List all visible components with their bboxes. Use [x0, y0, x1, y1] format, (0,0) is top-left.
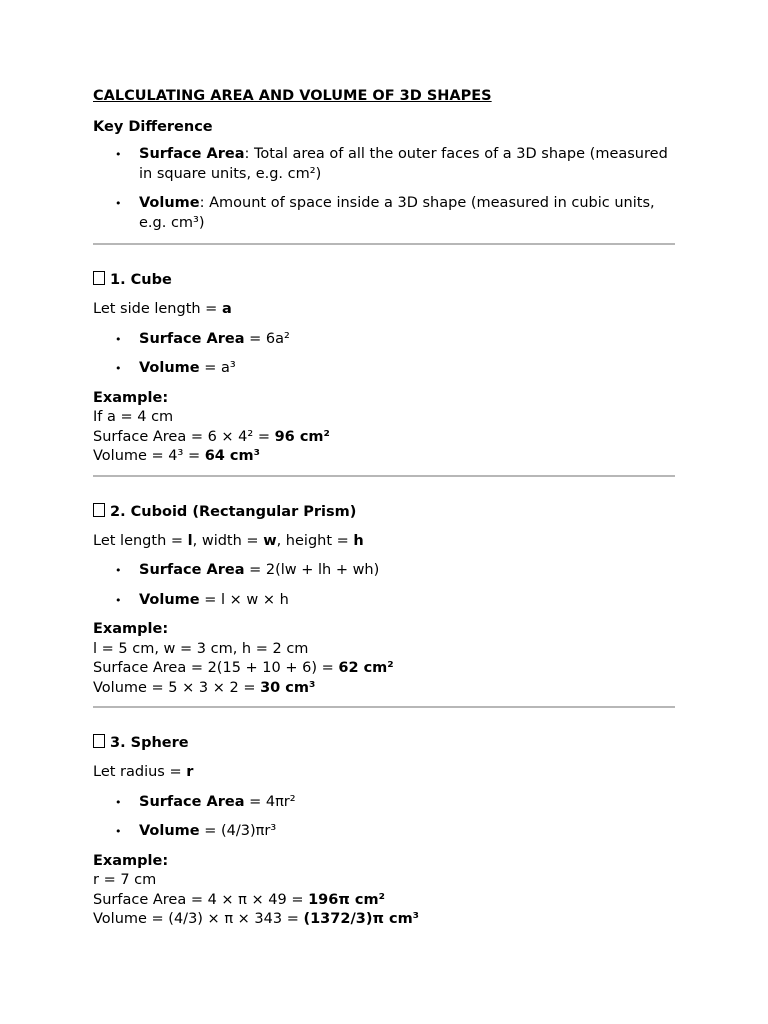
example-line — [93, 408, 675, 428]
example-result: 64 cm³ — [204, 448, 260, 464]
list-item — [139, 194, 675, 233]
example-result: 196π cm² — [308, 891, 385, 908]
checkbox-icon — [93, 734, 105, 748]
list-item — [139, 591, 675, 611]
formula-term: Volume — [139, 360, 200, 376]
variable-definition — [93, 532, 675, 552]
example-line — [93, 871, 675, 891]
formula-term: Volume — [139, 591, 200, 608]
list-item — [139, 145, 675, 184]
section-divider — [93, 475, 675, 477]
example-text: Surface Area = 4 × π × 49 = — [93, 891, 309, 908]
section-heading — [93, 734, 675, 753]
example-block — [93, 852, 675, 930]
sections-container — [93, 243, 675, 930]
example-line — [93, 447, 675, 467]
formula-list — [93, 330, 675, 379]
checkbox-icon — [93, 503, 105, 517]
variable-part: w — [263, 532, 277, 549]
formula-term: Surface Area — [139, 330, 245, 347]
example-line — [93, 659, 675, 679]
section-heading-text: 1. Cube — [110, 272, 172, 288]
list-item — [139, 793, 675, 813]
formula-term: Surface Area — [139, 793, 245, 810]
definition: : Amount of space inside a 3D shape (measured in cubic units, e.g. cm³) — [139, 195, 655, 231]
formula-text: = l × w × h — [199, 591, 289, 608]
section-divider — [93, 243, 675, 245]
example-text: Surface Area = 2(15 + 10 + 6) = — [93, 660, 339, 676]
example-text: Volume = 5 × 3 × 2 = — [93, 679, 261, 696]
formula-text: = 2(lw + lh + wh) — [244, 562, 380, 578]
variable-definition — [93, 300, 675, 320]
formula-text: = (4/3)πr³ — [199, 823, 277, 839]
formula-term: Volume — [139, 823, 200, 839]
key-difference-heading: Key Difference — [93, 119, 213, 135]
variable-prefix: Let side length = — [93, 301, 222, 317]
variable-prefix: Let radius = — [93, 764, 187, 780]
definition: : Total area of all the outer faces of a 3D shape (measured in square units, e.g. cm²) — [139, 146, 668, 182]
section-divider — [93, 706, 675, 708]
variable-part: r — [186, 764, 194, 780]
list-item — [139, 561, 675, 581]
example-text: l = 5 cm, w = 3 cm, h = 2 cm — [93, 640, 309, 657]
example-text: Surface Area = 6 × 4² = — [93, 428, 275, 445]
page-title: CALCULATING AREA AND VOLUME OF 3D SHAPES — [93, 88, 492, 104]
example-result: 30 cm³ — [260, 679, 316, 696]
example-line — [93, 910, 675, 930]
example-label: Example: — [93, 621, 169, 637]
example-line — [93, 891, 675, 911]
example-line — [93, 679, 675, 699]
example-text: If a = 4 cm — [93, 409, 174, 425]
section-heading-text: 3. Sphere — [110, 735, 189, 751]
section-heading-text: 2. Cuboid (Rectangular Prism) — [110, 503, 357, 520]
formula-list — [93, 561, 675, 610]
section-heading — [93, 503, 675, 522]
example-text: Volume = (4/3) × π × 343 = — [93, 911, 304, 927]
variable-definition — [93, 763, 675, 783]
example-line — [93, 428, 675, 448]
list-item — [139, 822, 675, 842]
example-line — [93, 640, 675, 660]
document-page — [93, 87, 675, 938]
variable-prefix: Let length = — [93, 532, 188, 549]
key-difference-list — [93, 145, 675, 233]
checkbox-icon — [93, 271, 105, 285]
variable-part: h — [353, 532, 364, 549]
formula-list — [93, 793, 675, 842]
example-label: Example: — [93, 389, 169, 406]
example-result: 96 cm² — [274, 428, 330, 445]
example-block — [93, 620, 675, 698]
example-block — [93, 389, 675, 467]
list-item — [139, 330, 675, 350]
list-item — [139, 359, 675, 379]
variable-part: a — [221, 301, 232, 317]
variable-part: l — [187, 532, 193, 549]
section-heading — [93, 271, 675, 290]
term: Surface Area — [139, 146, 245, 162]
formula-text: = 4πr² — [244, 793, 296, 810]
example-text: r = 7 cm — [93, 872, 157, 888]
formula-text: = a³ — [199, 360, 236, 376]
formula-term: Surface Area — [139, 562, 245, 578]
variable-part: , width = — [192, 532, 264, 549]
term: Volume — [139, 195, 200, 211]
formula-text: = 6a² — [244, 330, 290, 347]
example-result: (1372/3)π cm³ — [303, 911, 420, 927]
example-result: 62 cm² — [338, 660, 394, 676]
variable-part: , height = — [276, 532, 354, 549]
example-text: Volume = 4³ = — [93, 448, 205, 464]
example-label: Example: — [93, 852, 169, 869]
